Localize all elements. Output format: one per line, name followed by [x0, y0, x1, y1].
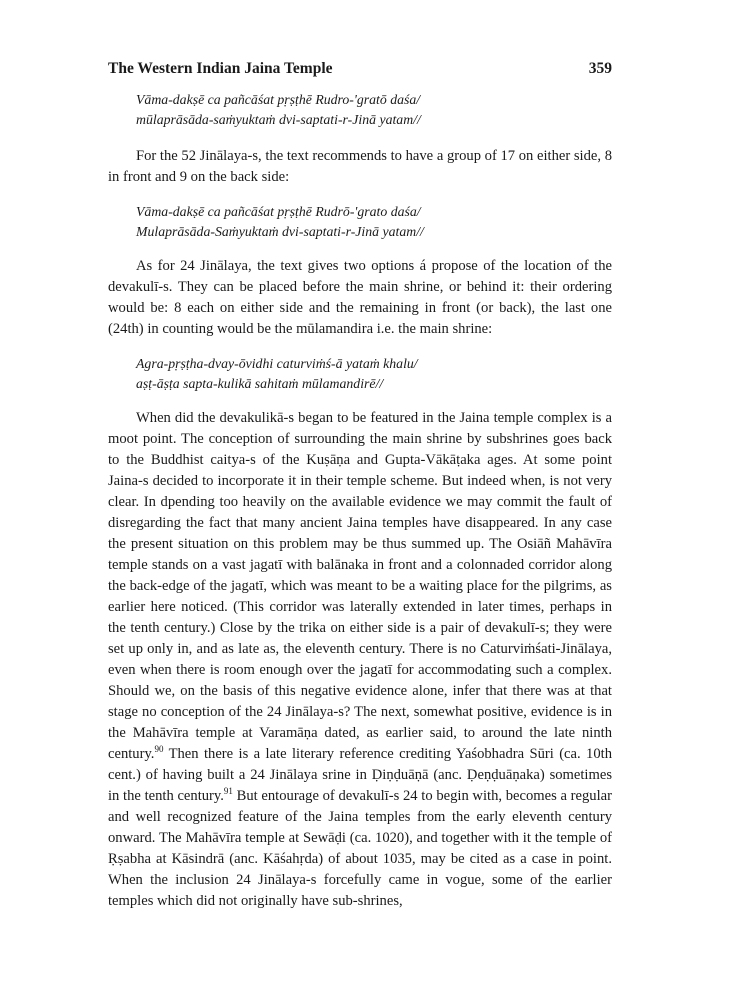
footnote-ref[interactable]: 90 [154, 744, 164, 755]
paragraph-text: When did the devakulikā-s began to be featured in the Jaina temple complex is a moot point. The conception of surrounding the main shrine by subshrines goes back to the Buddhist caitya-s of the Kuṣāṇa and Gupta-Vākāṭaka ages. At some point Jaina-s decided to incorporate it in their temple scheme. But indeed when, is not very clear. In dpending too heavily on the available evidence we may commit the fault of disregarding the fact that many ancient Jaina temples have disappeared. In any case the present situation on this problem may be thus summed up. The Osiāñ Mahāvīra temple stands on a vast jagatī with balānaka in front and a colonnaded corridor along the back-edge of the jagatī, which was meant to be a waiting place for the pilgrims, as earlier here noticed. (This corridor was laterally extended in later times, perhaps in the tenth century.) Close by the trika on either side is a pair of devakulī-s; they were set up only in, and as late as, the eleventh century. There is no Caturviṁśati-Jinālaya, even when there is room enough over the jagatī for accommodating such a complex. Should we, on the basis of this negative evidence alone, infer that there was at that stage no conception of the 24 Jinālaya-s? The next, somewhat positive, evidence is in the Mahāvīra temple at Varamāṇa dated, as earlier said, to around the late ninth century. [108, 410, 612, 762]
paragraph: As for 24 Jinālaya, the text gives two options á propose of the location of the devakulī-s. They can be placed before the main shrine, or behind it: their ordering would be: 8 each on either side and the remaining in front (or back), the last one (24th) in counting would be the mūlamandira i.e. the main shrine: [108, 258, 612, 337]
sanskrit-verse-1 [136, 90, 612, 130]
sanskrit-verse-3 [136, 354, 612, 394]
verse-line: Mulaprāsāda-Saṁyuktaṁ dvi-saptati-r-Jinā yatam// [136, 224, 424, 239]
verse-line: Vāma-dakṣē ca pañcāśat pṛṣṭhē Rudrō-'grato daśa/ [136, 204, 421, 219]
paragraph: For the 52 Jinālaya-s, the text recommends to have a group of 17 on either side, 8 in front and 9 on the back side: [108, 148, 612, 185]
running-header [108, 60, 612, 78]
running-title: The Western Indian Jaina Temple [108, 60, 333, 77]
paragraph-text: Then there is a late literary reference crediting Yaśobhadra Sūri (ca. 10th cent.) of having built a 24 Jinālaya srine in Ḍiṇḍuāṇā (anc. Ḍeṇḍuāṇaka) sometimes in the tenth century. [108, 746, 612, 804]
verse-line: Vāma-dakṣē ca pañcāśat pṛṣṭhē Rudro-'gratō daśa/ [136, 92, 421, 107]
book-page [108, 60, 612, 912]
page-number: 359 [588, 60, 612, 77]
verse-line: Agra-pṛṣṭha-dvay-ōvidhi caturviṁś-ā yataṁ khalu/ [136, 356, 418, 371]
paragraph [108, 408, 612, 912]
footnote-ref[interactable]: 91 [223, 786, 233, 797]
verse-line: aṣṭ-āṣṭa sapta-kulikā sahitaṁ mūlamandirē// [136, 376, 384, 391]
paragraph-text: But entourage of devakulī-s 24 to begin with, becomes a regular and well recognized feature of the Jaina temples from the early eleventh century onward. The Mahāvīra temple at Sewāḍi (ca. 1020), and together with it the temple of Ṛṣabha at Kāsindrā (anc. Kāśahṛda) of about 1035, may be cited as a case in point. When the inclusion 24 Jinālaya-s forcefully came in vogue, some of the earlier temples which did not originally have sub-shrines, [108, 788, 612, 909]
verse-line: mūlaprāsāda-saṁyuktaṁ dvi-saptati-r-Jinā yatam// [136, 112, 421, 127]
sanskrit-verse-2 [136, 202, 612, 242]
